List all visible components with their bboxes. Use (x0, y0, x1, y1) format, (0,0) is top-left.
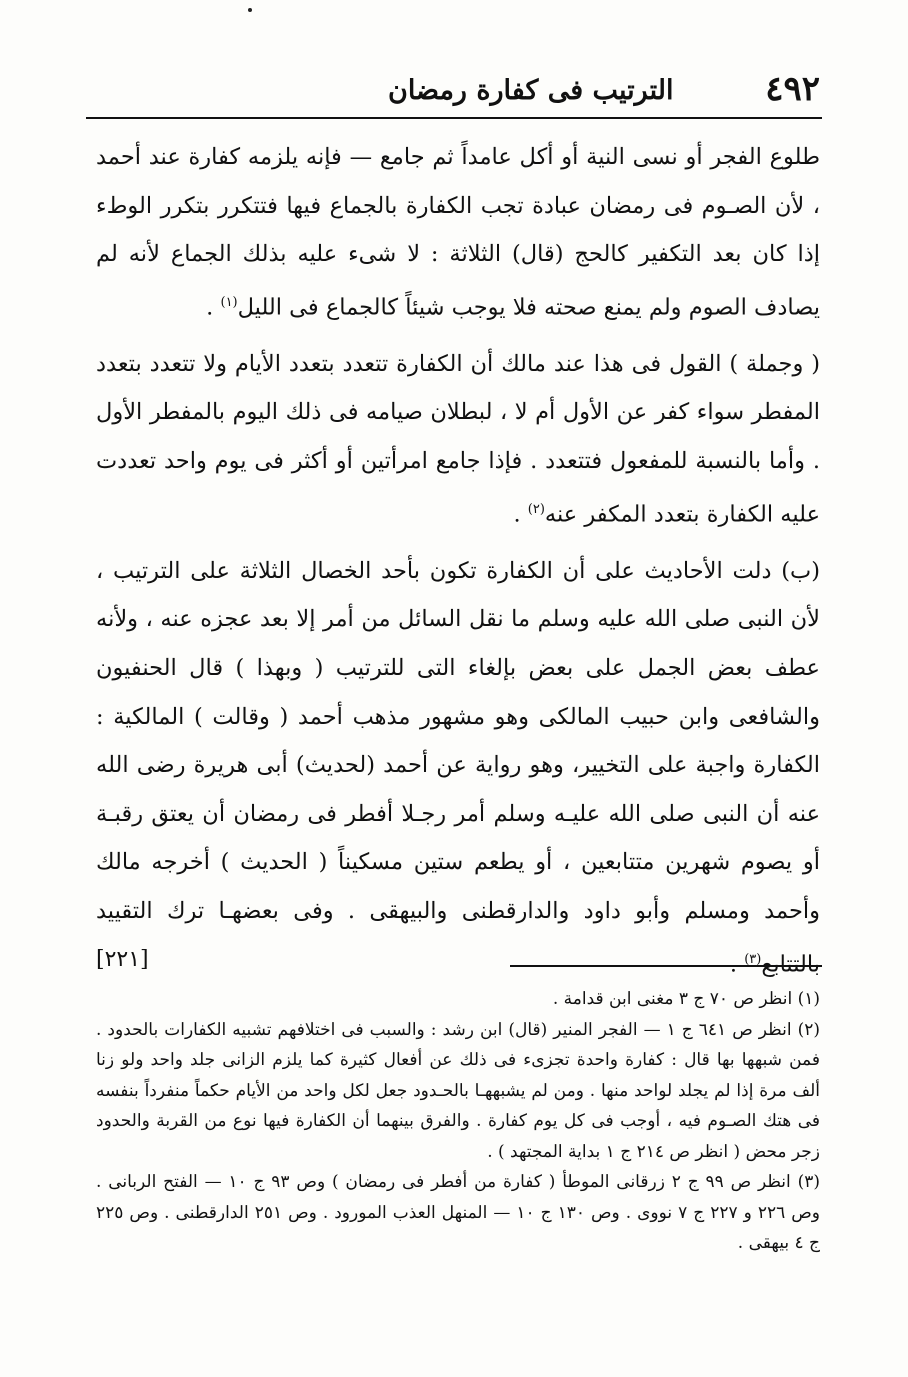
header-rule (86, 117, 822, 119)
page-header (88, 62, 820, 109)
page-number: ٤٩٢ (765, 69, 820, 109)
footnote-rule (510, 965, 822, 967)
paragraph-text: طلوع الفجر أو نسى النية أو أكل عامداً ثم جامع — فإنه يلزمه كفارة عند أحمد ، لأن الصـوم فى رمضان عبادة تجب الكفارة بالجماع فيها فتتكرر بتكرر الوطء إذا كان بعد التكفير كالحج (قال) الثلاثة : لا شىء عليه بذلك الجماع لأنه لم يصادف الصوم ولم يمنع صحته فلا يوجب شيئاً كالجماع فى الليل (96, 144, 820, 321)
footnote-2: (٢) انظر ص ٦٤١ ج ١ — الفجر المنير (قال) ابن رشد : والسبب فى اختلافهم تشبيه الكفارات بالحدود . فمن شبهها بها قال : كفارة واحدة تجزىء فى ذلك عن أفعال كثيرة كما يلزم الزانى جلد واحد ولو زنا ألف مرة إذا لم يجلد لواحد منها . ومن لم يشبههـا بالحـدود جعل لكل واحد من الأيام حكماً منفرداً بنفسه فى هتك الصـوم فيه ، أوجب فى كل يوم كفارة . والفرق بينهما أن الكفارة فيها نوع من القربة والحدود زجر محض ( انظر ص ٢١٤ ج ١ بداية المجتهد ) . (96, 1019, 821, 1162)
footnote-marker: (١) (220, 294, 238, 310)
footnote-marker: (٣) (744, 951, 762, 967)
ink-speck (248, 8, 252, 12)
original-page-reference: [٢٢١] (96, 946, 149, 972)
paragraph: طلوع الفجر أو نسى النية أو أكل عامداً ثم جامع — فإنه يلزمه كفارة عند أحمد ، لأن الصـوم فى رمضان عبادة تجب الكفارة بالجماع فيها فتتكرر بتكرر الوطء إذا كان بعد التكفير كالحج (قال) الثلاثة : لا شىء عليه بذلك الجماع لأنه لم يصادف الصوم ولم يمنع صحته فلا يوجب شيئاً كالجماع فى الليل$^{(١)}$ . (96, 144, 820, 321)
main-text (96, 133, 820, 989)
paragraph-text: (ب) دلت الأحاديث على أن الكفارة تكون بأحد الخصال الثلاثة على الترتيب ، لأن النبى صلى الله عليه وسلم ما نقل السائل من أمر إلا بعد عجزه عنه ، ولأنه عطف بعض الجمل على بعض بإلغاء التى للترتيب ( وبهذا ) قال الحنفيون والشافعى وابن حبيب المالكى وهو مشهور مذهب أحمد ( وقالت ) المالكية : الكفارة واجبة على التخيير، وهو رواية عن أحمد (لحديث) أبى هريرة رضى الله عنه أن النبى صلى الله عليـه وسلم أمر رجـلا أفطر فى رمضان أن يعتق رقبـة أو يصوم شهرين متتابعين ، أو يطعم ستين مسكيناً ( الحديث ) أخرجه مالك وأحمد ومسلم وأبو داود والدارقطنى والبيهقى . وفى بعضهـا ترك التقييد بالتتابع (96, 557, 820, 977)
paragraph-text: ( وجملة ) القول فى هذا عند مالك أن الكفارة تتعدد بتعدد الأيام ولا تتعدد بتعدد المفطر سواء كفر عن الأول أم لا ، لبطلان صيامه فى ذلك اليوم بالمفطر الأول . وأما بالنسبة للمفعول فتتعدد . فإذا جامع امرأتين أو أكثر فى يوم واحد تعددت عليه الكفارة بتعدد المكفر عنه (96, 350, 820, 528)
running-title: الترتيب فى كفارة رمضان (388, 75, 674, 106)
footnote-3: (٣) انظر ص ٩٩ ج ٢ زرقانى الموطأ ( كفارة من أفطر فى رمضان ) وص ٩٣ ج ١٠ — الفتح الربانى . وص ٢٢٦ و ٢٢٧ ج ٧ نووى . وص ١٣٠ ج ١٠ — المنهل العذب المورود . وص ٢٥١ الدارقطنى . وص ٢٢٥ ج ٤ بيهقى . (96, 1172, 821, 1253)
paragraph: ( وجملة ) القول فى هذا عند مالك أن الكفارة تتعدد بتعدد الأيام ولا تتعدد بتعدد المفطر سواء كفر عن الأول أم لا ، لبطلان صيامه فى ذلك اليوم بالمفطر الأول . وأما بالنسبة للمفعول فتتعدد . فإذا جامع امرأتين أو أكثر فى يوم واحد تعددت عليه الكفارة بتعدد المكفر عنه$^{(٢)}$ . (96, 350, 820, 528)
footnotes (96, 984, 820, 1259)
footnote-1: (١) انظر ص ٧٠ ج ٣ مغنى ابن قدامة . (552, 989, 820, 1009)
footnote-marker: (٢) (527, 501, 545, 517)
paragraph: (ب) دلت الأحاديث على أن الكفارة تكون بأحد الخصال الثلاثة على الترتيب ، لأن النبى صلى الله عليه وسلم ما نقل السائل من أمر إلا بعد عجزه عنه ، ولأنه عطف بعض الجمل على بعض بإلغاء التى للترتيب ( وبهذا ) قال الحنفيون والشافعى وابن حبيب المالكى وهو مشهور مذهب أحمد ( وقالت ) المالكية : الكفارة واجبة على التخيير، وهو رواية عن أحمد (لحديث) أبى هريرة رضى الله عنه أن النبى صلى الله عليـه وسلم أمر رجـلا أفطر فى رمضان أن يعتق رقبـة أو يصوم شهرين متتابعين ، أو يطعم ستين مسكيناً ( الحديث ) أخرجه مالك وأحمد ومسلم وأبو داود والدارقطنى والبيهقى . وفى بعضهـا ترك التقييد بالتتابع$^{(٣)}$ . [٢٢١] (96, 547, 820, 989)
